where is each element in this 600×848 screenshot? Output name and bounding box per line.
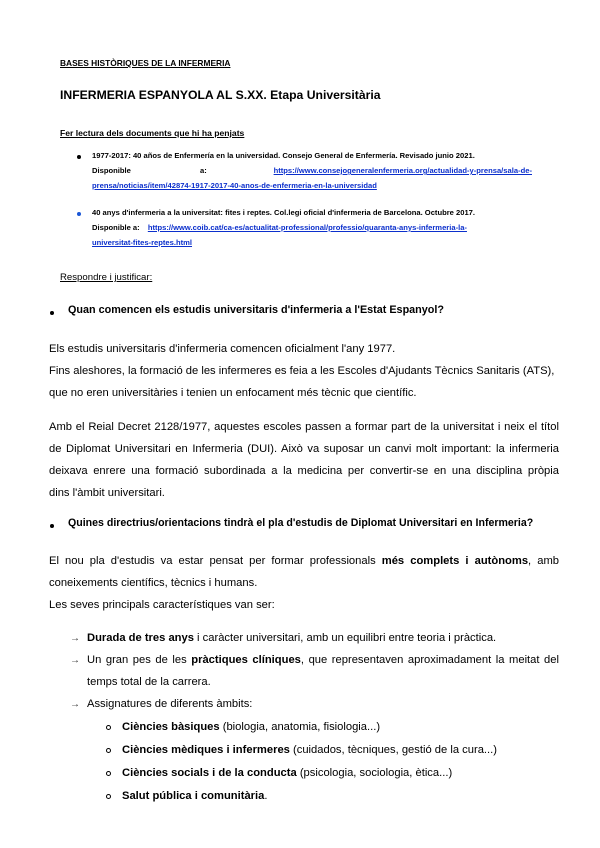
circle-bullet-icon <box>106 725 111 730</box>
question-bullet <box>50 311 54 315</box>
text-line: Les seves principals característiques van ser: <box>49 599 275 611</box>
text-line: El nou pla d'estudis va estar pensat per formar professionals més complets i autònoms, amb <box>49 555 559 567</box>
text-line: Els estudis universitaris d'infermeria comencen oficialment l'any 1977. <box>49 343 396 355</box>
question-bullet <box>50 524 54 528</box>
available-colon: a: <box>200 166 207 175</box>
arrow-bullet-icon: → <box>70 633 80 644</box>
reference-2 <box>92 205 532 250</box>
emphasis: més complets i autònoms <box>381 555 529 567</box>
text-line: de Diplomat Universitari en Infermeria (DUI). Això va suposar un canvi molt important: la infermeria <box>49 443 559 455</box>
text-line: Amb el Reial Decret 2128/1977, aquestes escoles passen a formar part de la universitat i neix el títol <box>49 421 559 433</box>
arrow-bullet-icon: → <box>70 699 80 710</box>
question-1: Quan comencen els estudis universitaris d'infermeria a l'Estat Espanyol? <box>68 304 444 316</box>
circle-bullet-icon <box>106 748 111 753</box>
reference-1-availability <box>92 163 532 178</box>
answer-1-paragraph-1 <box>49 338 559 404</box>
subject-item: Ciències socials i de la conducta (psicologia, sociologia, ètica...) <box>122 767 453 779</box>
circle-bullet-icon <box>106 794 111 799</box>
text-line: que no eren universitàries i tenien un enfocament més tècnic que científic. <box>49 387 417 399</box>
reference-2-link[interactable]: https://www.coib.cat/ca-es/actualitat-professional/professio/quaranta-anys-infermeria-la- <box>147 223 467 232</box>
circle-bullet-icon <box>106 771 111 776</box>
reference-bullet <box>77 212 81 216</box>
arrow-bullet-icon: → <box>70 655 80 666</box>
question-2: Quines directrius/orientacions tindrà el pla d'estudis de Diplomat Universitari en Infermeria? <box>68 517 534 529</box>
reading-instruction: Fer lectura dels documents que hi ha penjats <box>60 128 245 138</box>
answer-2-intro <box>49 550 559 616</box>
reference-1-text: 1977-2017: 40 años de Enfermería en la universidad. Consejo General de Enfermería. Revisado junio 2021. <box>92 151 475 160</box>
document-title: INFERMERIA ESPANYOLA AL S.XX. Etapa Universitària <box>60 88 381 102</box>
subject-item: Ciències mèdiques i infermeres (cuidados, tècniques, gestió de la cura...) <box>122 744 497 756</box>
respond-label: Respondre i justificar: <box>60 272 153 283</box>
point-3: Assignatures de diferents àmbits: <box>87 698 253 710</box>
reference-2-link-cont[interactable]: universitat-fites-reptes.html <box>92 238 193 247</box>
reference-2-text: 40 anys d'infermeria a la universitat: fites i reptes. Col.legi oficial d'infermeria de Barcelona. Octubre 2017. <box>92 208 476 217</box>
subject-item: Salut pública i comunitària. <box>122 790 268 802</box>
available-label: Disponible <box>92 166 131 175</box>
text-line: Fins aleshores, la formació de les infermeres es feia a les Escoles d'Ajudants Tècnics Sanitaris (ATS), <box>49 365 555 377</box>
reference-1 <box>92 148 532 193</box>
text-line: coneixements científics, tècnics i humans. <box>49 577 258 589</box>
reference-1-link[interactable]: https://www.consejogeneralenfermeria.org/actualidad-y-prensa/sala-de- <box>273 166 532 175</box>
course-title: BASES HISTÒRIQUES DE LA INFERMERIA <box>60 58 231 68</box>
available-label: Disponible a: <box>92 223 140 232</box>
point-1: Durada de tres anys i caràcter universitari, amb un equilibri entre teoria i pràctica. <box>87 632 497 644</box>
text-line: dins l'àmbit universitari. <box>49 487 165 499</box>
answer-1-paragraph-2 <box>49 416 559 504</box>
reference-bullet <box>77 155 81 159</box>
text-line: deixava enrere una formació subordinada a la medicina per convertir-se en una disciplina pròpia <box>49 465 559 477</box>
reference-1-link-cont[interactable]: prensa/noticias/item/42874-1917-2017-40-anos-de-enfermeria-en-la-universidad <box>92 181 377 190</box>
subject-item: Ciències bàsiques (biologia, anatomia, fisiologia...) <box>122 721 381 733</box>
point-2: Un gran pes de les pràctiques clíniques, que representaven aproximadament la meitat del temps total de la carrera. <box>87 654 559 688</box>
